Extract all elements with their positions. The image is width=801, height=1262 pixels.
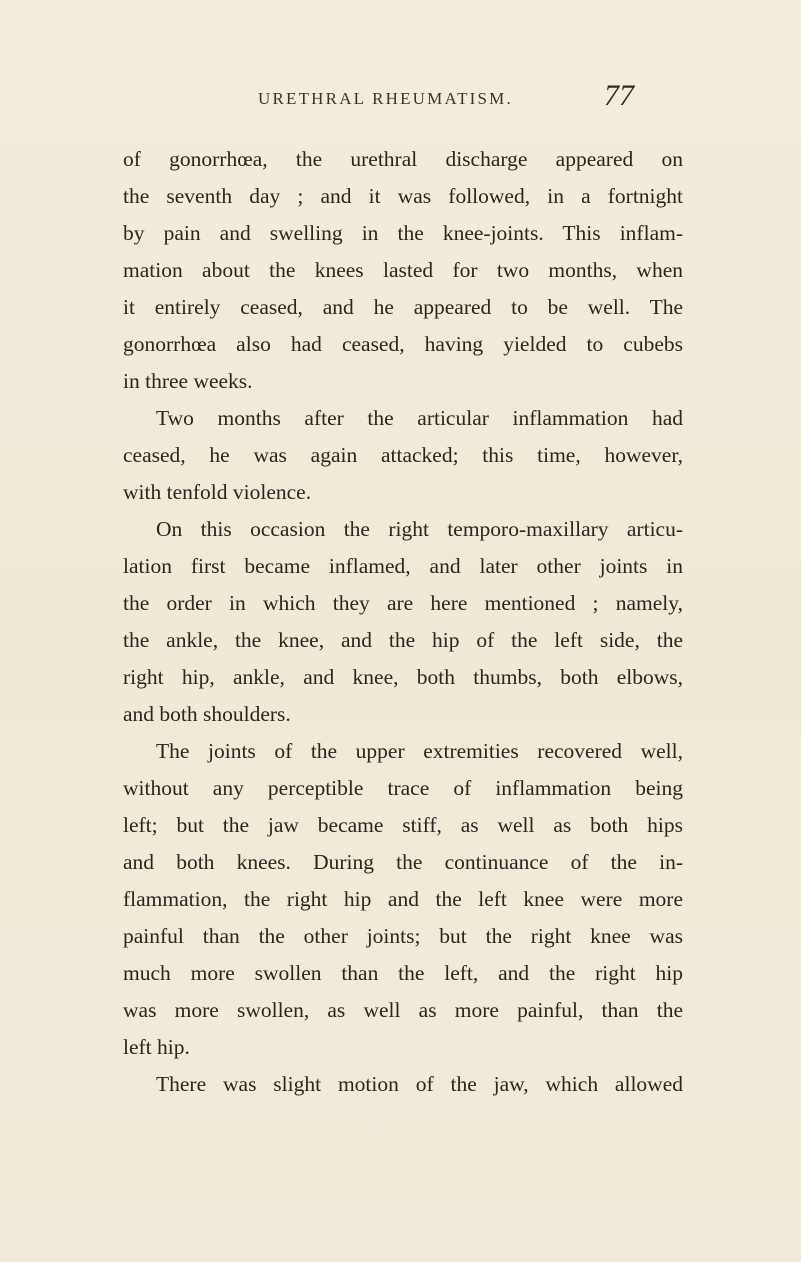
text-line: of gonorrhœa, the urethral discharge appeared on	[123, 147, 683, 171]
text-line: right hip, ankle, and knee, both thumbs, both elbows,	[123, 665, 683, 689]
text-line: in three weeks.	[123, 369, 253, 393]
body-text	[123, 141, 683, 1103]
text-line: was more swollen, as well as more painful, than the	[123, 998, 683, 1022]
text-line: left hip.	[123, 1035, 190, 1059]
text-line: There was slight motion of the jaw, which allowed	[156, 1072, 683, 1096]
text-line: the seventh day ; and it was followed, in a fortnight	[123, 184, 683, 208]
text-line: lation first became inflamed, and later other joints in	[123, 554, 683, 578]
text-line: Two months after the articular inflammation had	[156, 406, 683, 430]
text-line: ceased, he was again attacked; this time, however,	[123, 443, 683, 467]
text-line: the order in which they are here mentioned ; namely,	[123, 591, 683, 615]
text-line: it entirely ceased, and he appeared to be well. The	[123, 295, 683, 319]
text-line: with tenfold violence.	[123, 480, 312, 504]
text-line: the ankle, the knee, and the hip of the left side, the	[123, 628, 683, 652]
text-line: painful than the other joints; but the right knee was	[123, 924, 683, 948]
text-line: On this occasion the right temporo-maxillary articu-	[156, 517, 683, 541]
text-line: and both shoulders.	[123, 702, 291, 726]
running-head	[0, 79, 801, 116]
text-line: gonorrhœa also had ceased, having yielded to cubebs	[123, 332, 683, 356]
text-line: much more swollen than the left, and the right hip	[123, 961, 683, 985]
running-title: URETHRAL RHEUMATISM.	[258, 89, 513, 108]
text-line: and both knees. During the continuance of the in-	[123, 850, 683, 874]
text-line: left; but the jaw became stiff, as well as both hips	[123, 813, 683, 837]
text-line: without any perceptible trace of inflammation being	[123, 776, 683, 800]
text-line: by pain and swelling in the knee-joints. This inflam-	[123, 221, 683, 245]
text-line: mation about the knees lasted for two months, when	[123, 258, 683, 282]
page-number: 77	[604, 79, 634, 112]
text-line: The joints of the upper extremities recovered well,	[156, 739, 683, 763]
text-line: flammation, the right hip and the left knee were more	[123, 887, 683, 911]
